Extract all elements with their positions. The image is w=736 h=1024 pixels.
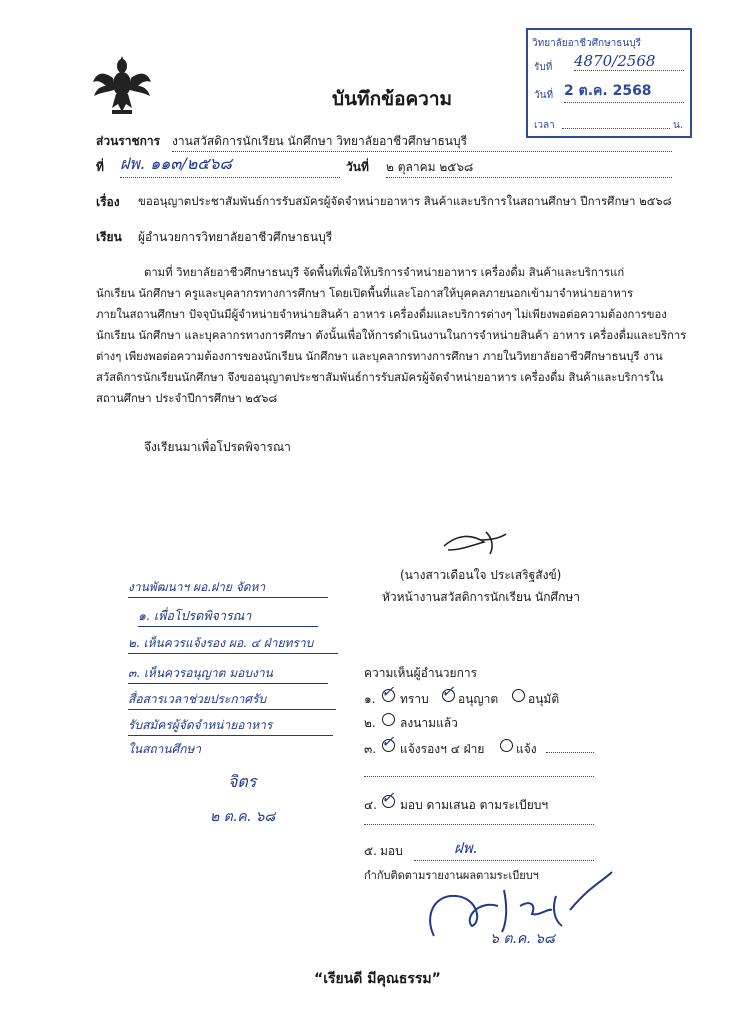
hand-signature: จิตร bbox=[228, 772, 257, 791]
stamp-time-label: เวลา bbox=[534, 120, 555, 131]
body-line: สถานศึกษา ประจำปีการศึกษา ๒๕๖๘ bbox=[96, 392, 278, 405]
stamp-recv-label: รับที่ bbox=[534, 62, 553, 73]
dir-blank-line bbox=[364, 776, 594, 777]
dir-row5-label: มอบ bbox=[380, 844, 403, 858]
check-mark-icon: ✓ bbox=[441, 682, 455, 701]
doc-date-label: วันที่ bbox=[346, 160, 369, 174]
director-sign-date: ๖ ต.ค. ๖๘ bbox=[490, 931, 555, 947]
stamp-date-label: วันที่ bbox=[534, 90, 554, 101]
stamp-org: วิทยาลัยอาชีวศึกษาธนบุรี bbox=[532, 38, 641, 49]
circle-empty-icon bbox=[512, 689, 525, 702]
handwritten-note bbox=[128, 578, 348, 828]
subject-label: เรื่อง bbox=[96, 195, 120, 209]
signer-title: หัวหน้างานสวัสดิการนักเรียน นักศึกษา bbox=[382, 590, 580, 604]
hand-line: สื่อสารเวลาช่วยประกาศรับ bbox=[128, 690, 336, 710]
stamp-date-value: 2 ต.ค. 2568 bbox=[564, 80, 684, 103]
hand-line: ในสถานศึกษา bbox=[128, 742, 202, 756]
dir-row2-num: ๒. bbox=[364, 716, 376, 730]
dir-blank-line bbox=[364, 824, 594, 825]
doc-number-label: ที่ bbox=[96, 160, 104, 174]
check-mark-icon: ✓ bbox=[381, 788, 395, 807]
dir-row3-num: ๓. bbox=[364, 742, 377, 756]
hand-line: ๒. เห็นควรแจ้งรอง ผอ. ๔ ฝ่ายทราบ bbox=[128, 634, 338, 654]
hand-line: รับสมัครผู้จัดจำหน่ายอาหาร bbox=[128, 716, 333, 736]
agency-value: งานสวัสดิการนักเรียน นักศึกษา วิทยาลัยอาชีวศึกษาธนบุรี bbox=[172, 132, 672, 152]
received-stamp bbox=[526, 28, 692, 138]
hand-line: งานพัฒนาฯ ผอ.ฝาย จัดหา bbox=[128, 578, 328, 598]
dir-row1-opt2: อนุญาต bbox=[458, 692, 499, 706]
page-title: บันทึกข้อความ bbox=[332, 88, 453, 110]
dir-row5-num: ๕. bbox=[364, 844, 377, 858]
stamp-time-suffix: น. bbox=[673, 120, 684, 131]
dir-row3-opt2: แจ้ง bbox=[516, 742, 537, 756]
body-line: ต่างๆ เพียงพอต่อความต้องการของนักเรียน นักศึกษา และบุคลากรทางการศึกษา ภายในวิทยาลัยอาชีวศึกษาธนบุรี งาน bbox=[96, 350, 663, 363]
hand-line: ๓. เห็นควรอนุญาต มอบงาน bbox=[128, 664, 328, 684]
circle-empty-icon bbox=[382, 713, 395, 726]
doc-date-value: ๒ ตุลาคม ๒๕๖๘ bbox=[386, 158, 672, 178]
dir-row4-num: ๔. bbox=[364, 798, 377, 812]
dir-followup: กำกับติดตามรายงานผลตามระเบียบฯ bbox=[364, 869, 539, 882]
hand-date: ๒ ต.ค. ๖๘ bbox=[210, 809, 276, 825]
director-heading: ความเห็นผู้อำนวยการ bbox=[364, 666, 478, 680]
dir-row2-text: ลงนามแล้ว bbox=[400, 716, 458, 730]
agency-label: ส่วนราชการ bbox=[96, 134, 161, 148]
hand-line: ๑. เพื่อโปรดพิจารณา bbox=[138, 606, 318, 627]
body-line: นักเรียน นักศึกษา และบุคลากรทางการศึกษา ดังนั้นเพื่อให้การดำเนินงานในการจำหน่ายสินค้า อาหาร เครื่องดื่มและบริการ bbox=[96, 329, 687, 342]
body-line: ตามที่ วิทยาลัยอาชีวศึกษาธนบุรี จัดพื้นที่เพื่อให้บริการจำหน่ายอาหาร เครื่องดื่ม สินค้าและบริการแก่ bbox=[144, 266, 625, 279]
motto: “เรียนดี มีคุณธรรม” bbox=[314, 971, 441, 987]
body-line: ภายในสถานศึกษา ปัจจุบันมีผู้จำหน่ายจำหน่ายสินค้า อาหาร เครื่องดื่มและบริการต่างๆ ไม่เพียงพอต่อความต้องการของ bbox=[96, 308, 667, 321]
dir-row4-text: มอบ ดามเสนอ ตามระเบียบฯ bbox=[400, 798, 549, 812]
garuda-emblem-icon bbox=[90, 52, 154, 118]
dir-row1-opt3: อนุมัติ bbox=[528, 692, 560, 706]
check-mark-icon: ✓ bbox=[381, 732, 395, 751]
doc-number-value: ฝพ. ๑๑๓/๒๕๖๘ bbox=[120, 152, 340, 178]
recipient-label: เรียน bbox=[96, 230, 122, 244]
recipient-value: ผู้อำนวยการวิทยาลัยอาชีวศึกษาธนบุรี bbox=[138, 230, 333, 244]
dir-row1-num: ๑. bbox=[364, 692, 376, 706]
stamp-recv-number: 4870/2568 bbox=[574, 52, 684, 71]
body-line: สวัสดิการนักเรียนนักศึกษา จึงขออนุญาตประชาสัมพันธ์การรับสมัครผู้จัดจำหน่ายอาหาร เครื่องดื่ม สินค้าและบริการใน bbox=[96, 371, 664, 384]
signer-name: (นางสาวเดือนใจ ประเสริฐสังข์) bbox=[400, 568, 562, 582]
dir-row5-value: ฝพ. bbox=[414, 836, 594, 861]
closing-text: จึงเรียนมาเพื่อโปรดพิจารณา bbox=[144, 440, 291, 454]
stamp-time-line bbox=[562, 128, 670, 129]
signer-signature bbox=[440, 528, 510, 558]
dir-row3-line bbox=[546, 752, 594, 753]
body-line: นักเรียน นักศึกษา ครูและบุคลากรทางการศึกษา โดยเปิดพื้นที่และโอกาสให้บุคคลภายนอกเข้ามาจำหน่ายอาหาร bbox=[96, 287, 634, 300]
subject-value: ขออนุญาตประชาสัมพันธ์การรับสมัครผู้จัดจำหน่ายอาหาร สินค้าและบริการในสถานศึกษา ปีการศึกษา ๒๕๖๘ bbox=[138, 194, 672, 208]
check-mark-icon: ✓ bbox=[381, 682, 395, 701]
circle-empty-icon bbox=[500, 739, 513, 752]
dir-row3-opt1: แจ้งรองฯ ๔ ฝ่าย bbox=[400, 742, 485, 756]
memo-body bbox=[96, 262, 696, 409]
dir-row1-opt1: ทราบ bbox=[400, 692, 429, 706]
